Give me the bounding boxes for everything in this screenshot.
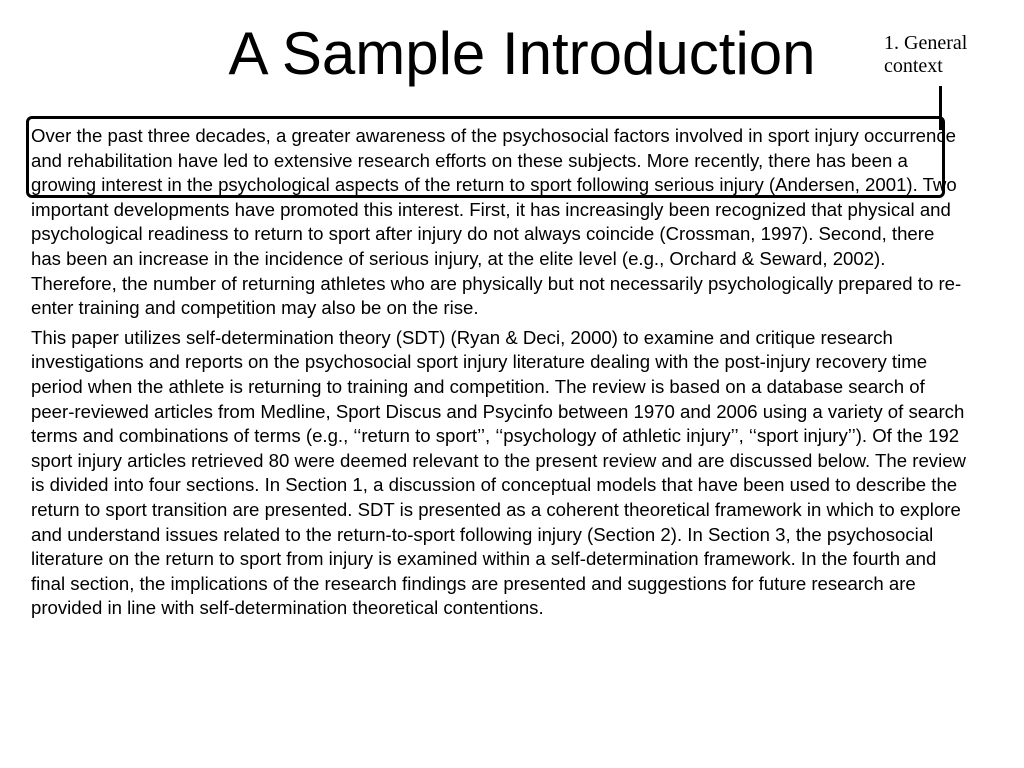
paragraph-2: This paper utilizes self-determination theory (SDT) (Ryan & Deci, 2000) to examine and critique research investigations and reports on the psychosocial sport injury literature dealing with the post-injury recovery time period when the athlete is returning to training and competition. The review is based on a database search of peer-reviewed articles from Medline, Sport Discus and Psycinfo between 1970 and 2006 using a variety of search terms and combinations of terms (e.g., ‘‘return to sport’’, ‘‘psychology of athletic injury’’, ‘‘sport injury’’). Of the 192 sport injury articles retrieved 80 were deemed relevant to the present review and are discussed below. The review is divided into four sections. In Section 1, a discussion of conceptual models that have been used to describe the return to sport transition are presented. SDT is presented as a coherent theoretical framework in which to explore and understand issues related to the return-to-sport following injury (Section 2). In Section 3, the psychosocial literature on the return to sport from injury is examined within a self-determination framework. In the fourth and final section, the implications of the research findings are presented and suggestions for future research are provided in line with self-determination theoretical contentions. bbox=[31, 326, 966, 619]
callout-label-line-1: 1. General bbox=[884, 32, 968, 54]
callout-label bbox=[884, 32, 1016, 78]
paragraph-1: Over the past three decades, a greater awareness of the psychosocial factors involved in sport injury occurrence and rehabilitation have led to extensive research efforts on these subjects. More recently, there has been a growing interest in the psychological aspects of the return to sport following serious injury (Andersen, 2001). Two important developments have promoted this interest. First, it has increasingly been recognized that physical and psychological readiness to return to sport after injury do not always coincide (Crossman, 1997). Second, there has been an increase in the incidence of serious injury, at the elite level (e.g., Orchard & Seward, 2002). Therefore, the number of returning athletes who are physically but not necessarily psychologically prepared to re-enter training and competition may also be on the rise. bbox=[31, 125, 962, 319]
body-text bbox=[31, 124, 966, 626]
slide-title: A Sample Introduction bbox=[228, 20, 816, 87]
callout-label-line-2: context bbox=[884, 55, 943, 77]
